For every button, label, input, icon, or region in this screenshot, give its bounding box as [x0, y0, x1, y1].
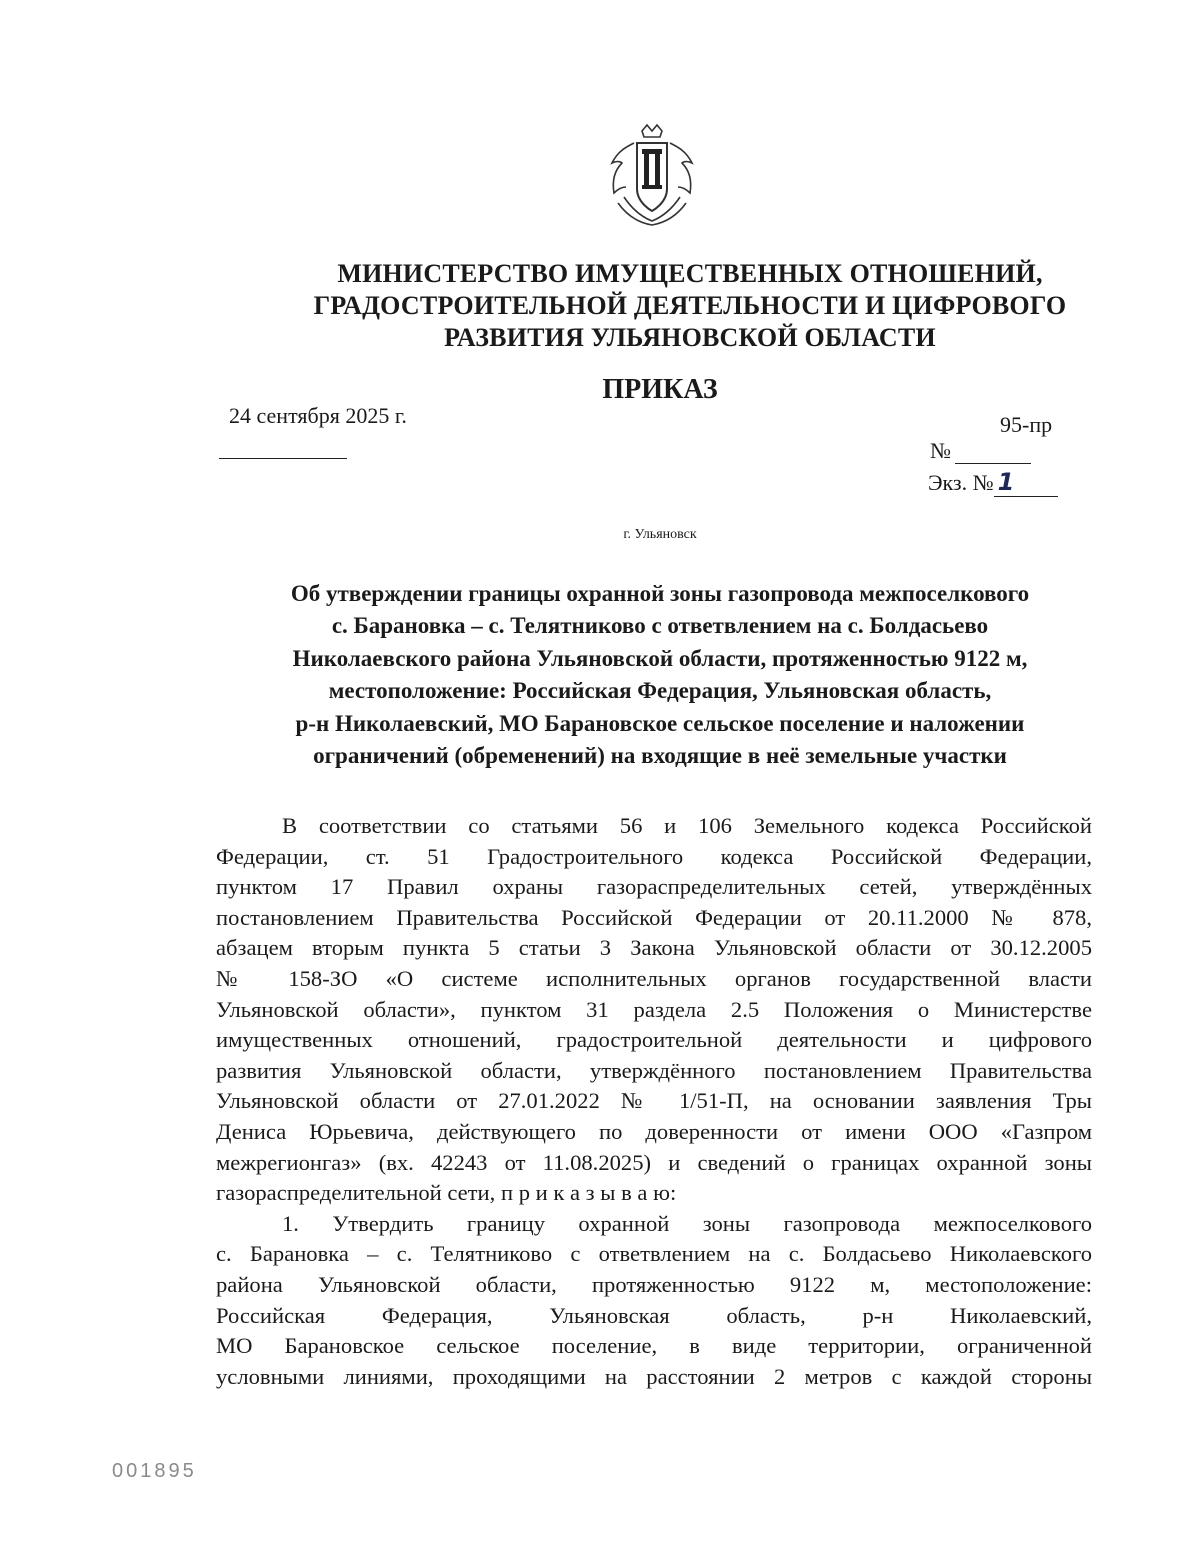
body-line: В соответствии со статьями 56 и 106 Земельного кодекса Российской: [282, 813, 1092, 838]
document-date: 24 сентября 2025 г.: [229, 403, 407, 428]
coat-of-arms-icon: [604, 123, 700, 227]
body-line: условными линиями, проходящими на расстоянии 2 метров с каждой стороны: [216, 1363, 1092, 1389]
body-line: Федерации, ст. 51 Градостроительного кодекса Российской Федерации,: [216, 843, 1092, 869]
ministry-name: [250, 258, 1130, 354]
document-body: [216, 811, 1092, 1392]
body-line: района Ульяновской области, протяженностью 9122 м, местоположение:: [216, 1271, 1092, 1297]
document-type: ПРИКАЗ: [602, 374, 718, 405]
copy-number: 1: [994, 468, 1058, 497]
copy-label: Экз. №: [928, 470, 994, 495]
body-line: межрегионгаз» (вх. 42243 от 11.08.2025) и сведений о границах охранной зоны: [216, 1149, 1092, 1175]
body-line: с. Барановка – с. Телятниково с ответвлением на с. Болдасьево Николаевского: [216, 1241, 1092, 1267]
subject-line: местоположение: Российская Федерация, Ульяновская область,: [328, 678, 992, 704]
subject-line: Об утверждении границы охранной зоны газопровода межпоселкового: [290, 581, 1030, 606]
number-row: [930, 438, 1031, 464]
document-subject: [210, 578, 1110, 772]
document-number: 95-пр: [1000, 412, 1053, 437]
page-stamp-number: 001895: [112, 1460, 197, 1482]
subject-line: р-н Николаевский, МО Барановское сельское поселение и наложении: [295, 710, 1025, 736]
body-line: Российская Федерация, Ульяновская область, р-н Николаевский,: [216, 1302, 1092, 1328]
city: г. Ульяновск: [623, 527, 697, 542]
body-line: газораспределительной сети, п р и к а з ы в а ю:: [216, 1180, 677, 1206]
date-underline: [219, 458, 347, 459]
body-line: Дениса Юрьевича, действующего по доверенности от имени ООО «Газпром: [216, 1118, 1092, 1144]
copy-row: [928, 468, 1058, 497]
body-line: Ульяновской области от 27.01.2022 № 1/51-П, на основании заявления Тры: [216, 1088, 1092, 1114]
subject-line: Николаевского района Ульяновской области, протяженностью 9122 м,: [292, 645, 1028, 671]
subject-line: ограничений (обременений) на входящие в неё земельные участки: [313, 743, 1007, 769]
body-line: № 158-ЗО «О системе исполнительных органов государственной власти: [216, 965, 1092, 991]
number-label: №: [930, 438, 951, 463]
ministry-line: РАЗВИТИЯ УЛЬЯНОВСКОЙ ОБЛАСТИ: [444, 323, 936, 352]
subject-line: с. Барановка – с. Телятниково с ответвлением на с. Болдасьево: [331, 613, 989, 639]
body-line: развития Ульяновской области, утверждённого постановлением Правительства: [216, 1057, 1092, 1083]
ministry-line: МИНИСТЕРСТВО ИМУЩЕСТВЕННЫХ ОТНОШЕНИЙ,: [337, 259, 1043, 288]
body-line: МО Барановское сельское поселение, в виде территории, ограниченной: [216, 1333, 1092, 1359]
body-line: постановлением Правительства Российской Федерации от 20.11.2000 № 878,: [216, 904, 1092, 930]
ministry-line: ГРАДОСТРОИТЕЛЬНОЙ ДЕЯТЕЛЬНОСТИ И ЦИФРОВОГО: [313, 291, 1067, 320]
body-line: 1. Утвердить границу охранной зоны газопровода межпоселкового: [282, 1210, 1092, 1236]
number-underline: [955, 443, 1031, 464]
body-line: абзацем вторым пункта 5 статьи 3 Закона Ульяновской области от 30.12.2005: [216, 935, 1092, 961]
body-line: Ульяновской области», пунктом 31 раздела 2.5 Положения о Министерстве: [216, 996, 1092, 1022]
body-line: пунктом 17 Правил охраны газораспределительных сетей, утверждённых: [216, 874, 1092, 900]
body-line: имущественных отношений, градостроительной деятельности и цифрового: [216, 1027, 1092, 1053]
